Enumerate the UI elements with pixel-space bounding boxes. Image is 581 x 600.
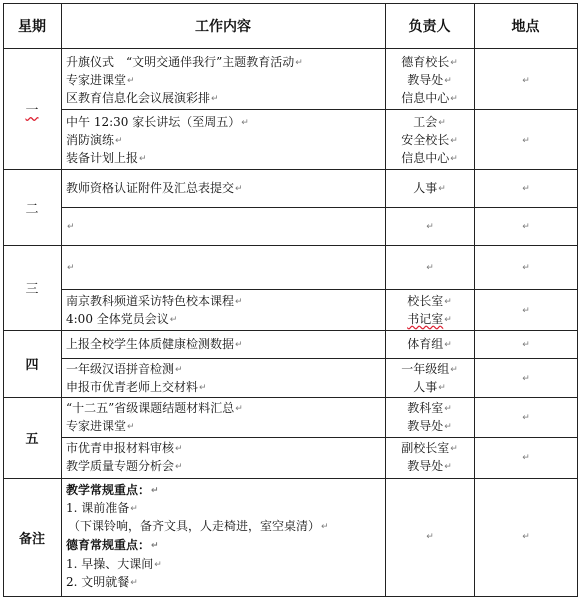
grid-line [3, 48, 578, 49]
weekday-thursday [3, 330, 61, 397]
grid-line [61, 289, 578, 290]
owner-line: 书记室↵ [407, 312, 452, 326]
task-line: 申报市优青老师上交材料↵ [66, 380, 207, 394]
task-line: 教学质量专题分析会↵ [66, 459, 183, 473]
owner-line: 教导处↵ [407, 459, 452, 473]
task-line: 升旗仪式 “文明交通伴我行”主题教育活动↵ [66, 55, 303, 69]
task-line: 一年级汉语拼音检测↵ [66, 362, 183, 376]
task-line: 4:00 全体党员会议↵ [66, 312, 178, 326]
task-line: 专家进课堂↵ [66, 73, 135, 87]
weekday-friday [3, 397, 61, 478]
grid-line [61, 207, 578, 208]
task-line: 市优青申报材料审核↵ [66, 441, 183, 455]
weekday-tuesday-label: 二 [25, 201, 39, 217]
empty-cell-mark: ↵ [426, 263, 434, 273]
empty-cell-mark: ↵ [426, 222, 434, 232]
note-heading: 德育常规重点：↵ [66, 538, 159, 552]
header-place [474, 3, 577, 48]
grid-line [61, 358, 578, 359]
note-line: （下课铃响，备齐文具，人走椅进，室空桌清）↵ [68, 519, 329, 533]
header-owner-label: 负责人 [408, 18, 451, 35]
place-cell-mark: ↵ [522, 374, 530, 384]
owner-line: 人事↵ [413, 181, 446, 195]
owner-line: 教导处↵ [407, 73, 452, 87]
empty-cell-mark: ↵ [67, 222, 75, 232]
note-line: 2. 文明就餐↵ [66, 575, 138, 589]
place-cell-mark: ↵ [522, 306, 530, 316]
owner-line: 副校长室↵ [401, 441, 458, 455]
note-line: 1. 早操、大课间↵ [66, 557, 162, 571]
weekday-tuesday [3, 169, 61, 245]
task-line: 专家进课堂↵ [66, 419, 135, 433]
notes-label [3, 478, 61, 596]
grid-line [61, 109, 578, 110]
task-line: 南京教科频道采访特色校本课程↵ [66, 294, 243, 308]
owner-line: 安全校长↵ [401, 133, 458, 147]
owner-line: 德育校长↵ [401, 55, 458, 69]
empty-cell-mark: ↵ [522, 263, 530, 273]
grid-line [3, 397, 578, 398]
owner-line: 教导处↵ [407, 419, 452, 433]
grid-line [3, 330, 578, 331]
owner-line: 体育组↵ [407, 337, 452, 351]
grid-line [61, 437, 578, 438]
weekday-thursday-label: 四 [25, 358, 39, 373]
notes-label-text: 备注 [18, 531, 45, 547]
place-cell-mark: ↵ [522, 184, 530, 194]
owner-line: 人事↵ [413, 380, 446, 394]
header-owner [385, 3, 474, 48]
owner-line: 教科室↵ [407, 401, 452, 415]
weekday-friday-label: 五 [25, 432, 39, 447]
empty-cell-mark: ↵ [522, 222, 530, 232]
task-line: 区教育信息化会议展演彩排↵ [66, 91, 219, 105]
task-line: 消防演练↵ [66, 133, 123, 147]
grid-line [474, 3, 475, 597]
grid-line [61, 3, 62, 597]
task-line: 教师资格认证附件及汇总表提交↵ [66, 181, 243, 195]
header-weekday [3, 3, 61, 48]
task-line: 装备计划上报↵ [66, 151, 147, 165]
owner-line: 信息中心↵ [401, 151, 458, 165]
header-content-label: 工作内容 [195, 18, 251, 35]
weekday-monday [3, 48, 61, 169]
grid-line [3, 169, 578, 170]
header-content [61, 3, 385, 48]
place-cell-mark: ↵ [522, 340, 530, 350]
empty-cell-mark: ↵ [67, 263, 75, 273]
owner-line: 工会↵ [413, 115, 446, 129]
note-heading: 教学常规重点：↵ [66, 483, 159, 497]
grid-line [3, 245, 578, 246]
place-cell-mark: ↵ [522, 413, 530, 423]
place-cell-mark: ↵ [522, 76, 530, 86]
place-cell-mark: ↵ [522, 136, 530, 146]
owner-line: 校长室↵ [407, 294, 452, 308]
grid-line [3, 478, 578, 479]
weekday-monday-label: 一 [25, 103, 39, 118]
header-weekday-label: 星期 [18, 18, 46, 35]
owner-line: 信息中心↵ [401, 91, 458, 105]
place-cell-mark: ↵ [522, 453, 530, 463]
owner-line: 一年级组↵ [401, 362, 458, 376]
note-line: 1. 课前准备↵ [66, 501, 138, 515]
grid-line [577, 3, 578, 597]
task-line: 上报全校学生体质健康检测数据↵ [66, 337, 243, 351]
empty-cell-mark: ↵ [522, 532, 530, 542]
grid-line [3, 596, 578, 597]
empty-cell-mark: ↵ [426, 532, 434, 542]
weekday-wednesday-label: 三 [25, 282, 39, 297]
header-place-label: 地点 [511, 18, 540, 35]
task-line: 中午 12:30 家长讲坛（至周五）↵ [66, 115, 249, 129]
weekday-wednesday [3, 245, 61, 330]
task-line: “十二五”省级课题结题材料汇总↵ [66, 401, 243, 415]
